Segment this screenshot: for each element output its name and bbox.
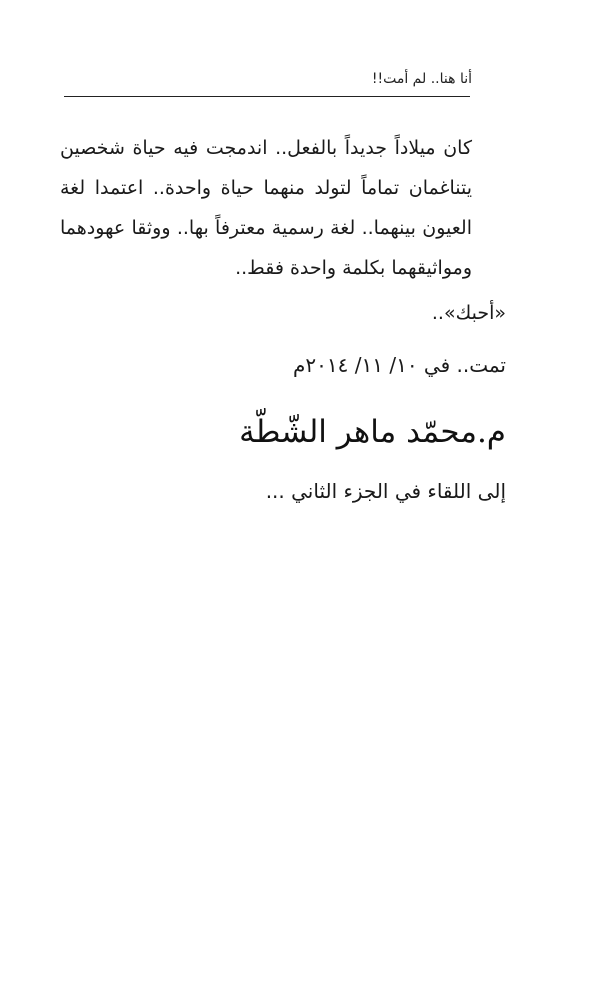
running-header: أنا هنا.. لم أمت!! <box>371 71 472 87</box>
closing-note: إلى اللقاء في الجزء الثاني ... <box>265 479 506 503</box>
quote-line: «أحبك».. <box>431 302 506 324</box>
body-text <box>60 128 506 288</box>
completion-date: تمت.. في ١٠/ ١١/ ٢٠١٤م <box>293 353 506 377</box>
story-paragraph: كان ميلاداً جديداً بالفعل.. اندمجت فيه حياة شخصين يتناغمان تماماً لتولد منهما حياة واحدة.. اعتمدا لغة العيون بينهما.. لغة رسمية معترفاً بها.. ووثقا عهودهما ومواثيقهما بكلمة واحدة فقط.. <box>60 137 472 279</box>
header-divider <box>64 96 470 97</box>
author-signature: م.محمّد ماهر الشّطّة <box>239 414 506 450</box>
